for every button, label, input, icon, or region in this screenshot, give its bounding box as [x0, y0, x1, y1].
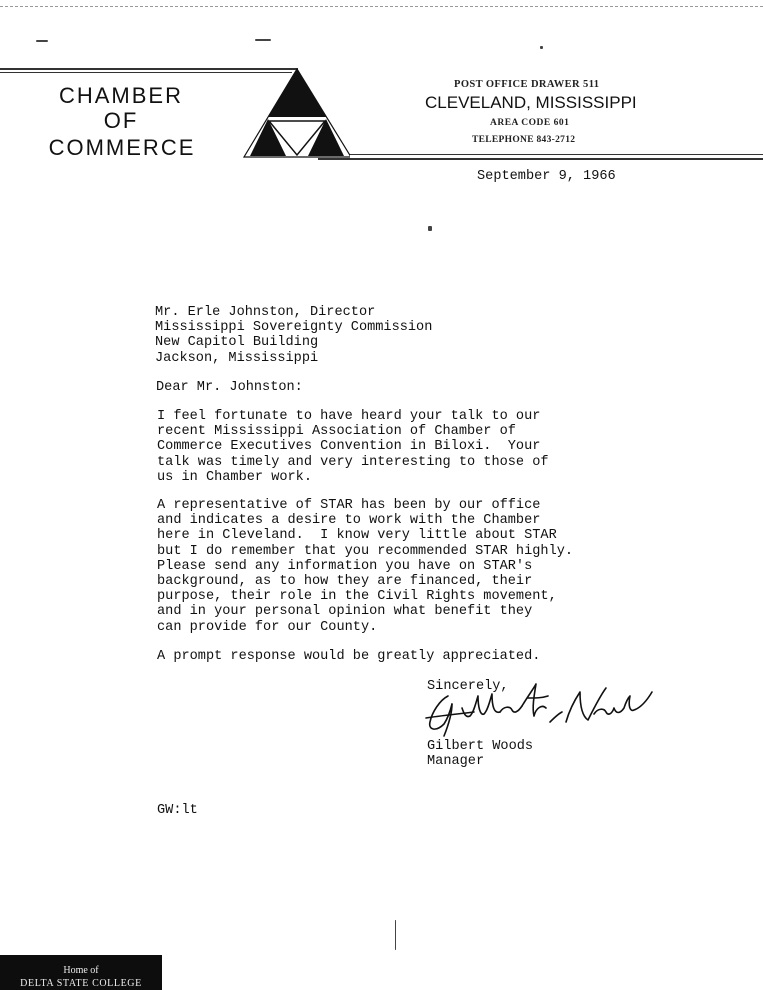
footer-home-of: Home of [63, 965, 99, 976]
salutation: Dear Mr. Johnston: [156, 380, 303, 395]
area-code: AREA CODE 601 [490, 118, 570, 128]
paragraph-line: recent Mississippi Association of Chamber of [157, 424, 516, 440]
signer-name: Gilbert Woods [427, 739, 534, 754]
recipient-line: Jackson, Mississippi [155, 350, 319, 366]
org-name-line3: COMMERCE [48, 135, 196, 160]
signer-title: Manager [427, 754, 485, 769]
recipient-address [155, 305, 432, 366]
telephone: TELEPHONE 843-2712 [472, 135, 576, 145]
scan-edge-line [0, 6, 763, 7]
paragraph-line: Please send any information you have on STAR's [157, 558, 533, 574]
paragraph-line: and in your personal opinion what benefit they [157, 604, 533, 620]
po-box: POST OFFICE DRAWER 511 [454, 79, 600, 90]
footer-badge [0, 955, 162, 990]
paragraph-line: Commerce Executives Convention in Biloxi. Your [157, 439, 541, 455]
recipient-line: Mississippi Sovereignty Commission [155, 320, 433, 336]
recipient-line: Mr. Erle Johnston, Director [155, 305, 376, 320]
paragraph-line: purpose, their role in the Civil Rights movement, [157, 589, 557, 605]
letterhead-rule [318, 158, 763, 160]
org-name-line1: CHAMBER [58, 83, 183, 108]
typist-initials: GW:lt [157, 803, 198, 818]
paragraph-line: can provide for our County. [157, 619, 378, 635]
paragraph-line: here in Cleveland. I know very little about STAR [157, 528, 557, 544]
paragraph-line: and indicates a desire to work with the Chamber [157, 513, 541, 529]
footer-college-name: DELTA STATE COLLEGE [20, 978, 142, 989]
paragraph-3: A prompt response would be greatly appreciated. [157, 649, 541, 664]
city-state: CLEVELAND, MISSISSIPPI [425, 93, 637, 112]
closing: Sincerely, [427, 679, 509, 694]
scan-speck [255, 39, 271, 41]
handwritten-signature [418, 678, 658, 745]
scan-speck [36, 40, 48, 42]
letterhead-rule [312, 154, 763, 155]
paragraph-line: A representative of STAR has been by our office [157, 498, 541, 513]
paragraph-1 [157, 409, 549, 485]
scan-speck [395, 920, 396, 950]
scan-speck [540, 46, 543, 49]
org-name-line2: OF [103, 108, 139, 133]
paragraph-line: background, as to how they are financed, their [157, 574, 533, 590]
recipient-line: New Capitol Building [155, 335, 319, 351]
paragraph-line: but I do remember that you recommended STAR highly. [157, 543, 574, 559]
scan-speck [428, 226, 432, 231]
letter-date: September 9, 1966 [477, 169, 616, 184]
paragraph-line: I feel fortunate to have heard your talk to our [157, 409, 541, 424]
paragraph-2 [157, 498, 573, 635]
paragraph-line: talk was timely and very interesting to those of [157, 454, 549, 470]
paragraph-line: us in Chamber work. [157, 469, 312, 485]
chamber-logo-icon [238, 67, 350, 164]
